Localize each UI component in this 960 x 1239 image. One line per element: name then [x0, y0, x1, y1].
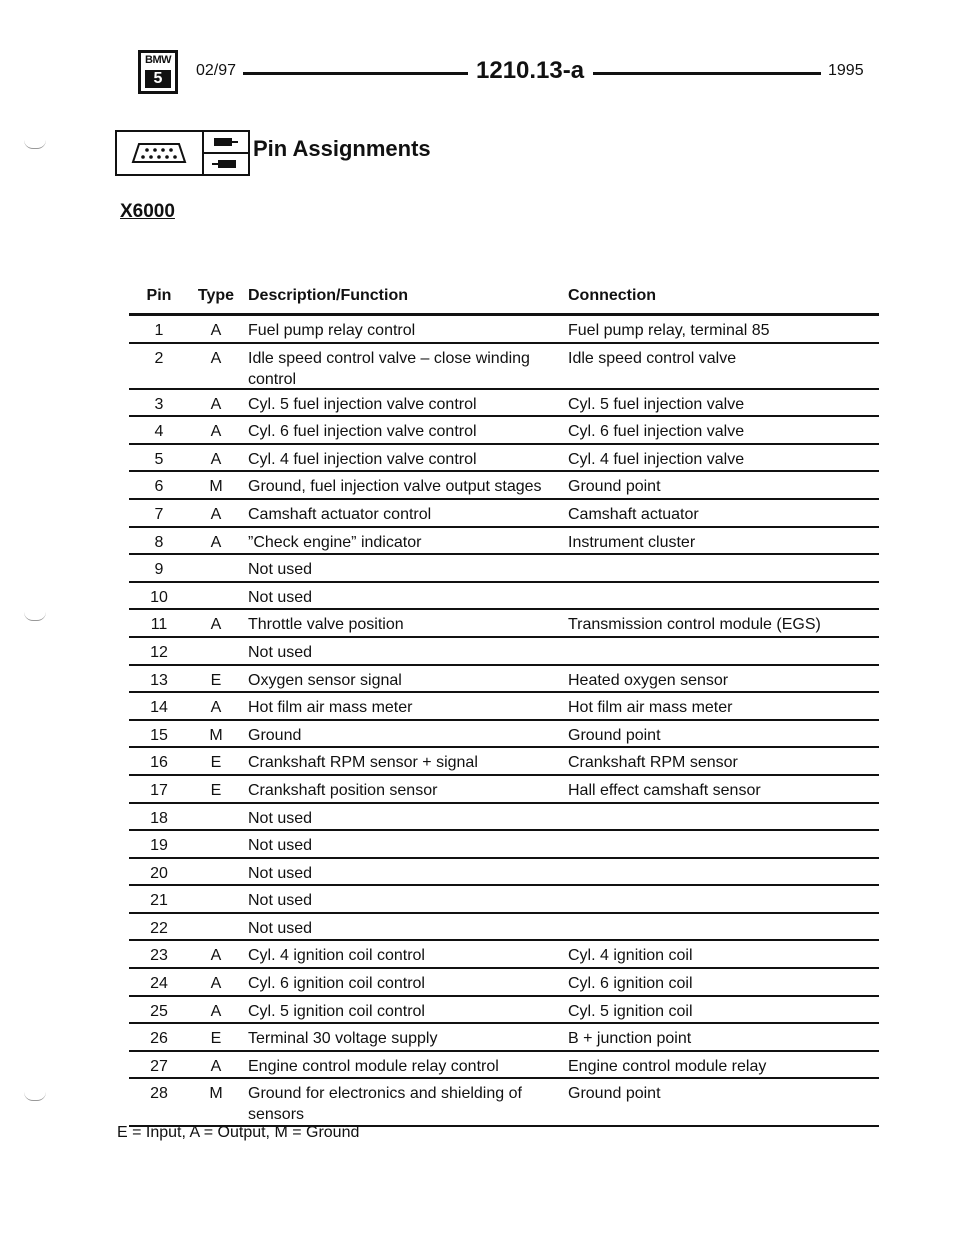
- description-cell: Oxygen sensor signal: [248, 671, 402, 689]
- logo-series: 5: [145, 70, 171, 88]
- table-row: [129, 721, 879, 749]
- pin-cell: 25: [150, 1002, 168, 1020]
- header-document-code: 1210.13-a: [476, 57, 585, 84]
- type-cell: A: [210, 699, 222, 717]
- logo-brand: BMW: [145, 54, 171, 66]
- pin-cell: 8: [154, 533, 164, 551]
- table-row: [129, 831, 879, 859]
- description-cell: ”Check engine” indicator: [248, 533, 422, 551]
- connection-cell: Heated oxygen sensor: [568, 671, 729, 689]
- description-cell: Throttle valve position: [248, 616, 404, 634]
- type-legend: E = Input, A = Output, M = Ground: [117, 1124, 360, 1141]
- description-cell: Cyl. 4 ignition coil control: [248, 947, 425, 965]
- table-row: [129, 583, 879, 611]
- connection-cell: B + junction point: [568, 1030, 692, 1048]
- connection-cell: Ground point: [568, 1085, 661, 1103]
- description-cell: Fuel pump relay control: [248, 322, 416, 339]
- description-cell: Hot film air mass meter: [248, 699, 413, 717]
- type-cell: M: [209, 1085, 223, 1103]
- type-cell: A: [210, 423, 222, 441]
- pin-cell: 28: [150, 1085, 168, 1103]
- table-row: [129, 914, 879, 942]
- description-cell: Not used: [248, 588, 313, 606]
- description-cell: Ground for electronics and shielding of sensors: [248, 1085, 522, 1124]
- connection-cell: Engine control module relay: [568, 1057, 767, 1075]
- description-cell: Not used: [248, 561, 313, 579]
- description-cell: Terminal 30 voltage supply: [248, 1030, 438, 1048]
- type-cell: A: [210, 947, 222, 965]
- margin-mark: [24, 612, 46, 621]
- header-rule-left: [243, 72, 468, 75]
- description-cell: Not used: [248, 809, 313, 827]
- type-cell: E: [210, 781, 222, 799]
- pin-cell: 20: [150, 864, 168, 882]
- table-header: [129, 283, 879, 316]
- description-cell: Camshaft actuator control: [248, 505, 432, 523]
- pin-cell: 27: [150, 1057, 168, 1075]
- description-cell: Ground: [248, 726, 302, 744]
- description-cell: Crankshaft position sensor: [248, 781, 438, 799]
- table-row: [129, 390, 879, 418]
- description-cell: Not used: [248, 919, 313, 937]
- connection-cell: Cyl. 5 ignition coil: [568, 1002, 693, 1020]
- pin-cell: 16: [150, 754, 168, 772]
- type-cell: A: [210, 450, 222, 468]
- description-cell: Engine control module relay control: [248, 1057, 499, 1075]
- table-row: [129, 1079, 879, 1127]
- column-header-type: Type: [197, 287, 235, 304]
- pin-cell: 12: [150, 643, 168, 661]
- table-row: [129, 344, 879, 390]
- type-cell: E: [210, 671, 222, 689]
- pin-cell: 23: [150, 947, 168, 965]
- margin-mark: [24, 140, 46, 149]
- description-cell: Idle speed control valve – close winding control: [248, 349, 530, 388]
- description-cell: Not used: [248, 837, 313, 855]
- table-body: [129, 316, 879, 1127]
- description-cell: Not used: [248, 892, 313, 910]
- pin-cell: 6: [154, 478, 164, 496]
- connection-cell: Cyl. 4 fuel injection valve: [568, 450, 745, 468]
- description-cell: Not used: [248, 643, 313, 661]
- table-row: [129, 417, 879, 445]
- pin-cell: 3: [154, 395, 164, 413]
- table-row: [129, 941, 879, 969]
- type-cell: A: [210, 1057, 222, 1075]
- connection-cell: Cyl. 6 ignition coil: [568, 975, 693, 993]
- table-row: [129, 776, 879, 804]
- pin-cell: 10: [150, 588, 168, 606]
- section-title: Pin Assignments: [253, 136, 431, 161]
- description-cell: Cyl. 6 fuel injection valve control: [248, 423, 477, 441]
- pin-cell: 22: [150, 919, 168, 937]
- pin-cell: 18: [150, 809, 168, 827]
- bmw-5-series-logo-icon: [138, 50, 178, 94]
- pin-cell: 14: [150, 699, 168, 717]
- table-row: [129, 445, 879, 473]
- type-cell: M: [209, 478, 223, 496]
- pin-cell: 26: [150, 1030, 168, 1048]
- header-rule-right: [593, 72, 821, 75]
- pin-cell: 4: [154, 423, 164, 441]
- connector-id: X6000: [120, 201, 175, 222]
- pin-cell: 1: [154, 322, 164, 339]
- description-cell: Crankshaft RPM sensor + signal: [248, 754, 478, 772]
- description-cell: Cyl. 5 ignition coil control: [248, 1002, 425, 1020]
- connection-cell: Instrument cluster: [568, 533, 696, 551]
- pin-cell: 13: [150, 671, 168, 689]
- pin-cell: 19: [150, 837, 168, 855]
- type-cell: A: [210, 395, 222, 413]
- pin-cell: 17: [150, 781, 168, 799]
- connection-cell: Cyl. 4 ignition coil: [568, 947, 693, 965]
- table-row: [129, 804, 879, 832]
- description-cell: Cyl. 6 ignition coil control: [248, 975, 425, 993]
- table-row: [129, 666, 879, 694]
- plug-connection-icon: [204, 132, 248, 174]
- type-cell: E: [210, 754, 222, 772]
- pin-cell: 7: [154, 505, 164, 523]
- pin-cell: 15: [150, 726, 168, 744]
- connection-cell: Ground point: [568, 478, 661, 496]
- table-row: [129, 472, 879, 500]
- table-row: [129, 969, 879, 997]
- connection-cell: Cyl. 5 fuel injection valve: [568, 395, 745, 413]
- pin-cell: 5: [154, 450, 164, 468]
- table-row: [129, 693, 879, 721]
- type-cell: A: [210, 322, 222, 339]
- table-row: [129, 886, 879, 914]
- table-row: [129, 528, 879, 556]
- table-row: [129, 610, 879, 638]
- column-header-description: Description/Function: [248, 287, 408, 304]
- type-cell: A: [210, 975, 222, 993]
- description-cell: Ground, fuel injection valve output stages: [248, 478, 542, 496]
- page-header: [138, 50, 878, 100]
- table-row: [129, 555, 879, 583]
- type-cell: A: [210, 533, 222, 551]
- pin-cell: 2: [154, 349, 164, 367]
- type-cell: A: [210, 505, 222, 523]
- connection-cell: Camshaft actuator: [568, 505, 699, 523]
- pin-assignment-table: [129, 283, 879, 1127]
- type-cell: M: [209, 726, 223, 744]
- header-year: 1995: [828, 62, 864, 79]
- table-row: [129, 748, 879, 776]
- table-row: [129, 500, 879, 528]
- table-row: [129, 1024, 879, 1052]
- type-cell: A: [210, 1002, 222, 1020]
- connection-cell: Fuel pump relay, terminal 85: [568, 322, 770, 339]
- connection-cell: Transmission control module (EGS): [568, 616, 821, 634]
- connection-cell: Cyl. 6 fuel injection valve: [568, 423, 745, 441]
- table-row: [129, 1052, 879, 1080]
- table-row: [129, 316, 879, 344]
- table-row: [129, 997, 879, 1025]
- column-header-connection: Connection: [568, 287, 656, 304]
- header-date: 02/97: [196, 62, 237, 79]
- section-icons: [115, 130, 250, 176]
- connector-pins-icon: [117, 132, 204, 174]
- table-row: [129, 859, 879, 887]
- connection-cell: Hall effect camshaft sensor: [568, 781, 761, 799]
- margin-mark: [24, 1092, 46, 1101]
- type-cell: A: [210, 349, 222, 367]
- table-row: [129, 638, 879, 666]
- pin-cell: 24: [150, 975, 168, 993]
- pin-cell: 21: [150, 892, 168, 910]
- pin-cell: 9: [154, 561, 164, 579]
- connection-cell: Idle speed control valve: [568, 349, 737, 367]
- type-cell: E: [210, 1030, 222, 1048]
- connection-cell: Hot film air mass meter: [568, 699, 733, 717]
- type-cell: A: [210, 616, 222, 634]
- description-cell: Not used: [248, 864, 313, 882]
- description-cell: Cyl. 4 fuel injection valve control: [248, 450, 477, 468]
- connection-cell: Crankshaft RPM sensor: [568, 754, 738, 772]
- description-cell: Cyl. 5 fuel injection valve control: [248, 395, 477, 413]
- column-header-pin: Pin: [146, 287, 172, 304]
- connection-cell: Ground point: [568, 726, 661, 744]
- pin-cell: 11: [150, 616, 168, 634]
